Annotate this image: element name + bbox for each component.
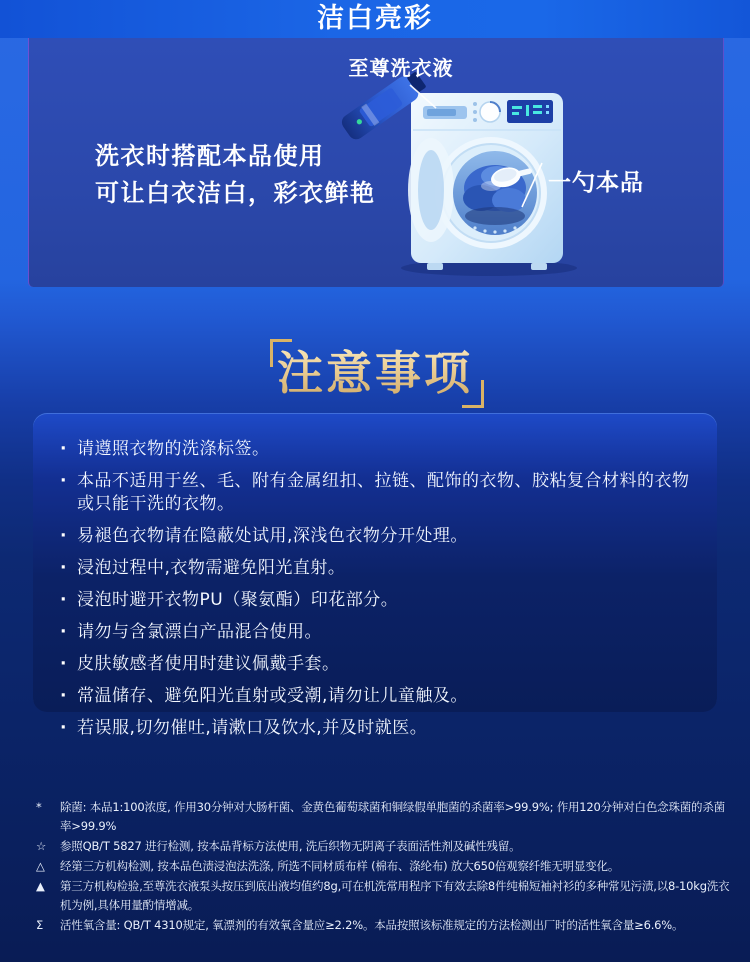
hero-subtitle: 至尊洗衣液 (348, 56, 454, 80)
asterisk-icon: * (36, 800, 42, 814)
hero-caption (95, 138, 376, 212)
notice-item-text: 浸泡时避开衣物PU（聚氨酯）印花部分。 (77, 590, 399, 610)
triangle-filled-icon: ▲ (36, 879, 45, 893)
notice-item (60, 717, 691, 740)
notice-item-text: 易褪色衣物请在隐蔽处试用,深浅色衣物分开处理。 (77, 526, 468, 546)
footnote-row (36, 798, 736, 836)
notice-item (60, 589, 691, 612)
bullet-icon: · (60, 558, 67, 578)
notice-list (33, 413, 717, 740)
page-title: 洁白亮彩 (317, 3, 433, 34)
notice-item (60, 438, 691, 461)
hero-panel (28, 38, 724, 287)
notice-item-text: 浸泡过程中,衣物需避免阳光直射。 (77, 558, 346, 578)
bracket-bottom-right-icon (462, 380, 484, 408)
notice-title-block (0, 336, 750, 410)
bracket-top-left-icon (270, 339, 292, 367)
bullet-icon: · (60, 526, 67, 546)
notice-item-text: 皮肤敏感者使用时建议佩戴手套。 (77, 654, 340, 674)
bullet-icon: · (60, 590, 67, 610)
footnote-row (36, 877, 736, 915)
footnote-row (36, 916, 736, 935)
notice-item (60, 470, 691, 516)
bullet-icon: · (60, 654, 67, 674)
bullet-icon: · (60, 471, 67, 491)
notice-item (60, 685, 691, 708)
footnote-text: 除菌: 本品1:100浓度, 作用30分钟对大肠杆菌、金黄色葡萄球菌和铜绿假单胞菌的杀菌率>99.9%; 作用120分钟对白色念珠菌的杀菌率>99.9% (60, 800, 725, 833)
scoop-label: 一勺本品 (548, 170, 644, 196)
notice-item (60, 653, 691, 676)
hero-caption-line1: 洗衣时搭配本品使用 (95, 142, 325, 170)
notice-item-text: 常温储存、避免阳光直射或受潮,请勿让儿童触及。 (77, 686, 468, 706)
footnote-row (36, 857, 736, 876)
bullet-icon: · (60, 718, 67, 738)
notice-item-text: 若误服,切勿催吐,请漱口及饮水,并及时就医。 (77, 718, 428, 738)
footnote-text: 经第三方机构检测, 按本品色渍浸泡法洗涤, 所选不同材质布样 (棉布、涤纶布) 放大650倍观察纤维无明显变化。 (60, 859, 620, 873)
hero-caption-line2: 可让白衣洁白，彩衣鲜艳 (95, 179, 376, 207)
bullet-icon: · (60, 686, 67, 706)
notice-item-text: 本品不适用于丝、毛、附有金属纽扣、拉链、配饰的衣物、胶粘复合材料的衣物或只能干洗的衣物。 (77, 471, 690, 514)
bullet-icon: · (60, 439, 67, 459)
triangle-outline-icon: △ (36, 859, 45, 873)
sigma-icon: Σ (36, 918, 44, 932)
bullet-icon: · (60, 622, 67, 642)
footnote-text: 参照QB/T 5827 进行检测, 按本品背标方法使用, 洗后织物无阴离子表面活性剂及碱性残留。 (60, 839, 521, 853)
footnote-text: 活性氧含量: QB/T 4310规定, 氧漂剂的有效氧含量应≥2.2%。本品按照该标准规定的方法检测出厂时的活性氧含量≥6.6%。 (60, 918, 684, 932)
star-outline-icon: ☆ (36, 839, 47, 853)
washing-machine-icon (408, 93, 563, 270)
notice-title: 注意事项 (0, 336, 750, 410)
notice-item-text: 请勿与含氯漂白产品混合使用。 (77, 622, 322, 642)
notice-item (60, 525, 691, 548)
footnote-text: 第三方机构检验,至尊洗衣液泵头按压到底出液均值约8g,可在机洗常用程序下有效去除8件纯棉短袖衬衫的多种常见污渍,以8-10kg洗衣机为例,具体用量酌情增减。 (60, 879, 730, 912)
notice-card (33, 413, 717, 738)
notice-item (60, 557, 691, 580)
header-band (0, 0, 750, 38)
footnote-row (36, 837, 736, 856)
notice-item (60, 621, 691, 644)
footnotes (36, 798, 736, 936)
notice-item-text: 请遵照衣物的洗涤标签。 (77, 439, 270, 459)
